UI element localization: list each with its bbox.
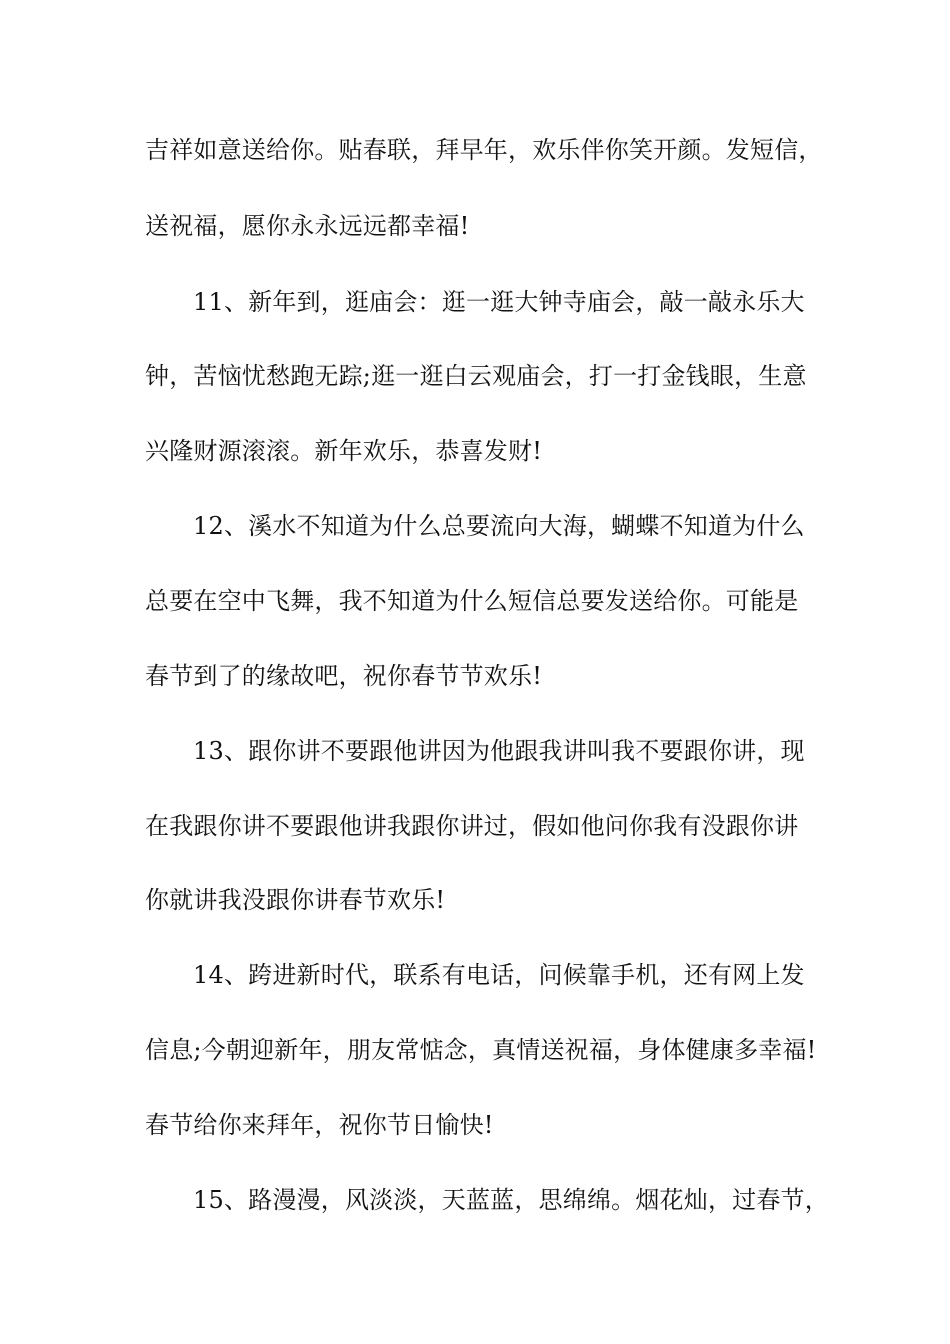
text-line: 春节给你来拜年，祝你节日愉快! bbox=[145, 1111, 494, 1139]
text-line: 送祝福，愿你永永远远都幸福! bbox=[145, 212, 470, 240]
paragraph-13-line: 13、跟你讲不要跟他讲因为他跟我讲叫我不要跟你讲，现 bbox=[193, 737, 805, 765]
text-line: 在我跟你讲不要跟他讲我跟你讲过，假如他问你我有没跟你讲 bbox=[145, 812, 799, 840]
paragraph-15-line: 15、路漫漫，风淡淡，天蓝蓝，思绵绵。烟花灿，过春节， bbox=[193, 1186, 829, 1214]
text-line: 兴隆财源滚滚。新年欢乐，恭喜发财! bbox=[145, 437, 543, 465]
text-line: 吉祥如意送给你。贴春联，拜早年，欢乐伴你笑开颜。发短信， bbox=[145, 136, 823, 164]
text-line: 钟，苦恼忧愁跑无踪;逛一逛白云观庙会，打一打金钱眼，生意 bbox=[145, 362, 807, 390]
paragraph-11-line: 11、新年到，逛庙会：逛一逛大钟寺庙会，敲一敲永乐大 bbox=[193, 288, 805, 316]
text-line: 春节到了的缘故吧，祝你春节节欢乐! bbox=[145, 662, 543, 690]
text-line: 总要在空中飞舞，我不知道为什么短信总要发送给你。可能是 bbox=[145, 587, 799, 615]
paragraph-12-line: 12、溪水不知道为什么总要流向大海，蝴蝶不知道为什么 bbox=[193, 512, 805, 540]
text-line: 信息;今朝迎新年，朋友常惦念，真情送祝福，身体健康多幸福! bbox=[145, 1036, 817, 1064]
text-line: 你就讲我没跟你讲春节欢乐! bbox=[145, 886, 446, 914]
paragraph-14-line: 14、跨进新时代，联系有电话，问候靠手机，还有网上发 bbox=[193, 961, 805, 989]
